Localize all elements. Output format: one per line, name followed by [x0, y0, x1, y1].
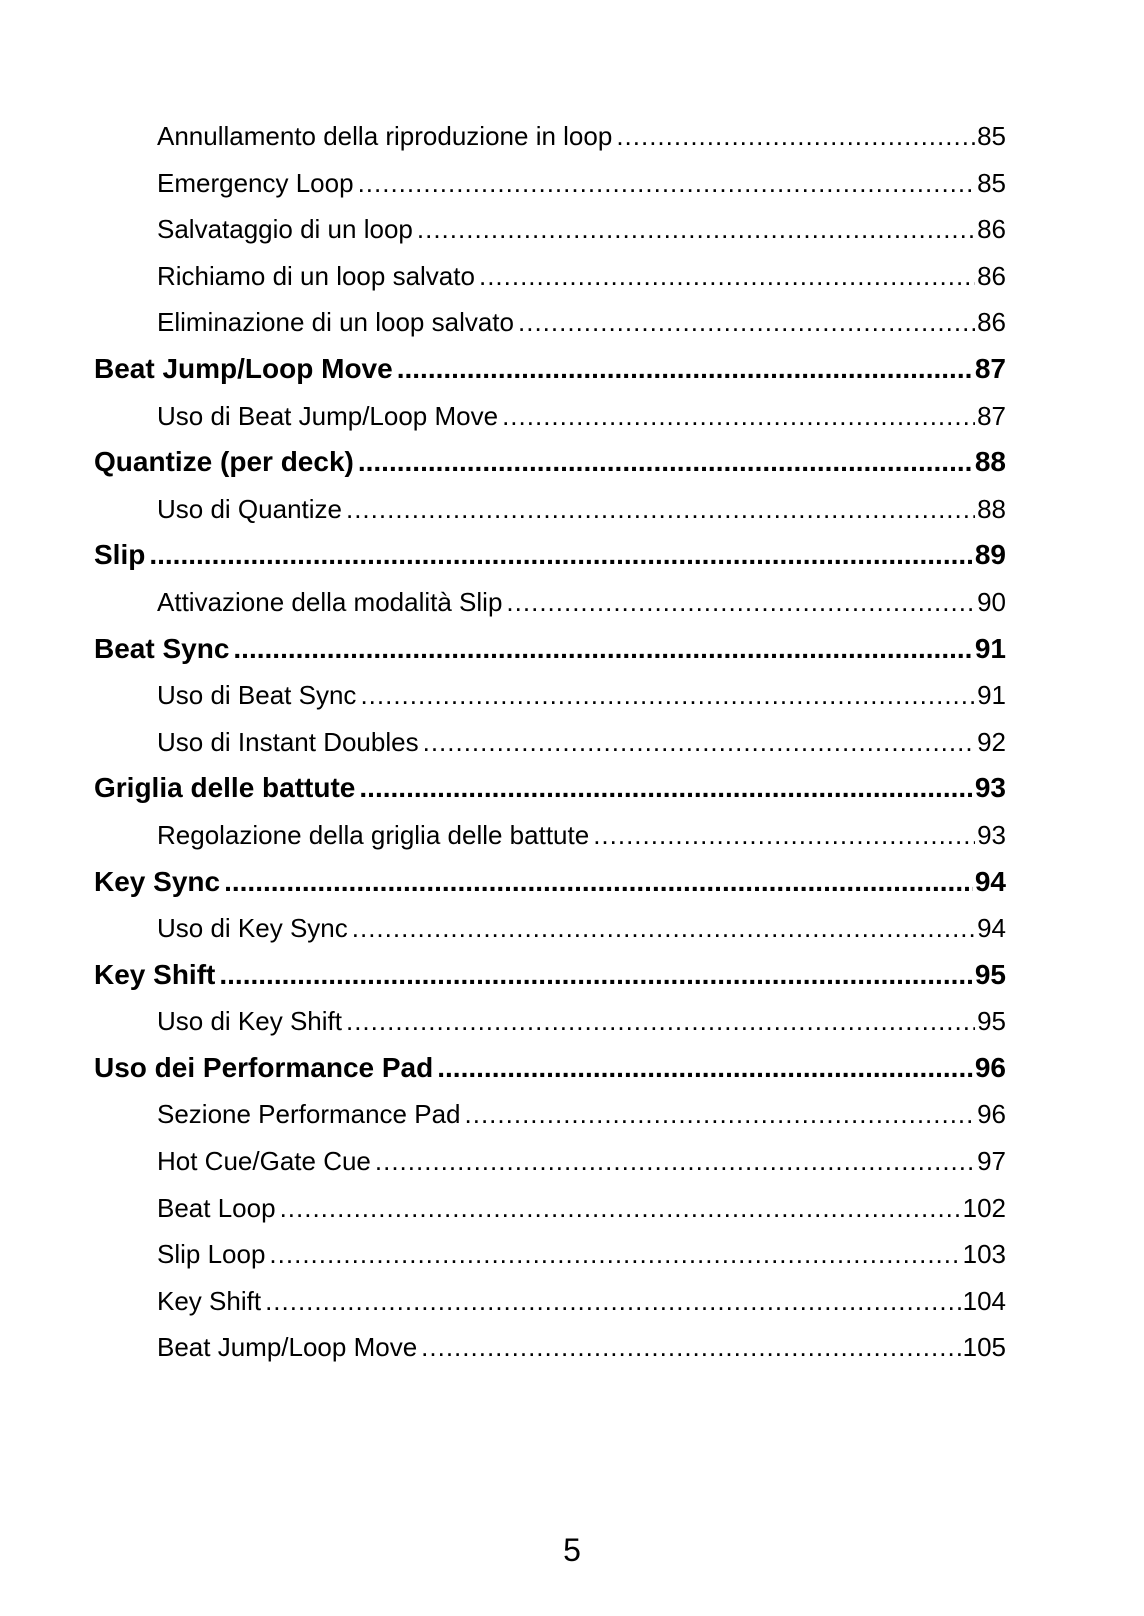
toc-dot-leader — [437, 1045, 973, 1092]
toc-subsection-entry[interactable] — [94, 299, 1006, 346]
toc-subsection-entry[interactable] — [94, 486, 1006, 533]
toc-section-entry[interactable] — [94, 532, 1006, 579]
toc-dot-leader — [360, 672, 975, 719]
toc-dot-leader — [417, 206, 975, 253]
toc-entry-page: 93 — [977, 819, 1006, 850]
toc-dot-leader — [359, 765, 972, 812]
toc-entry-page: 103 — [962, 1239, 1006, 1270]
toc-entry-title: Salvataggio di un loop — [157, 214, 413, 245]
toc-dot-leader — [358, 439, 973, 486]
toc-entry-page: 87 — [974, 352, 1006, 384]
toc-entry-page: 93 — [974, 772, 1006, 804]
toc-entry-title: Griglia delle battute — [94, 772, 356, 804]
toc-entry-page: 94 — [977, 913, 1006, 944]
toc-subsection-entry[interactable] — [94, 393, 1006, 440]
toc-subsection-entry[interactable] — [94, 1231, 1006, 1278]
toc-entry-title: Beat Sync — [94, 632, 230, 664]
toc-section-entry[interactable] — [94, 346, 1006, 393]
toc-dot-leader — [149, 532, 973, 579]
toc-subsection-entry[interactable] — [94, 253, 1006, 300]
toc-subsection-entry[interactable] — [94, 1324, 1006, 1371]
toc-dot-leader — [593, 812, 975, 859]
toc-subsection-entry[interactable] — [94, 1185, 1006, 1232]
toc-entry-page: 85 — [977, 167, 1006, 198]
toc-entry-page: 92 — [977, 726, 1006, 757]
toc-subsection-entry[interactable] — [94, 160, 1006, 207]
toc-entry-page: 96 — [977, 1099, 1006, 1130]
toc-entry-title: Uso di Beat Sync — [157, 680, 357, 711]
toc-entry-page: 86 — [977, 307, 1006, 338]
toc-subsection-entry[interactable] — [94, 1278, 1006, 1325]
toc-subsection-entry[interactable] — [94, 812, 1006, 859]
toc-dot-leader — [346, 998, 975, 1045]
toc-section-entry[interactable] — [94, 952, 1006, 999]
toc-dot-leader — [479, 253, 975, 300]
toc-dot-leader — [465, 1091, 976, 1138]
toc-entry-page: 104 — [962, 1285, 1006, 1316]
toc-dot-leader — [358, 160, 976, 207]
toc-entry-page: 95 — [977, 1006, 1006, 1037]
toc-subsection-entry[interactable] — [94, 905, 1006, 952]
toc-entry-title: Sezione Performance Pad — [157, 1099, 461, 1130]
toc-entry-page: 89 — [974, 539, 1006, 571]
toc-dot-leader — [346, 486, 975, 533]
toc-subsection-entry[interactable] — [94, 579, 1006, 626]
toc-entry-title: Key Sync — [94, 865, 221, 897]
toc-dot-leader — [352, 905, 975, 952]
toc-subsection-entry[interactable] — [94, 1091, 1006, 1138]
toc-dot-leader — [397, 346, 973, 393]
toc-dot-leader — [269, 1231, 960, 1278]
toc-subsection-entry[interactable] — [94, 672, 1006, 719]
toc-entry-title: Key Shift — [94, 958, 216, 990]
toc-entry-title: Slip Loop — [157, 1239, 266, 1270]
toc-dot-leader — [219, 952, 972, 999]
toc-entry-page: 85 — [977, 121, 1006, 151]
toc-entry-page: 91 — [974, 632, 1006, 664]
toc-entry-title: Richiamo di un loop salvato — [157, 260, 475, 291]
toc-subsection-entry[interactable] — [94, 998, 1006, 1045]
toc-dot-leader — [233, 626, 972, 673]
toc-entry-page: 88 — [974, 446, 1006, 478]
toc-subsection-entry[interactable] — [94, 1138, 1006, 1185]
toc-entry-title: Annullamento della riproduzione in loop — [157, 121, 613, 151]
toc-entry-page: 94 — [974, 865, 1006, 897]
toc-entry-page: 96 — [974, 1051, 1006, 1083]
toc-section-entry[interactable] — [94, 765, 1006, 812]
toc-entry-title: Regolazione della griglia delle battute — [157, 819, 590, 850]
toc-dot-leader — [423, 719, 975, 766]
toc-dot-leader — [421, 1324, 960, 1371]
toc-dot-leader — [224, 859, 973, 906]
toc-dot-leader — [280, 1185, 961, 1232]
toc-entry-title: Beat Loop — [157, 1192, 276, 1223]
toc-dot-leader — [265, 1278, 961, 1325]
toc-entry-title: Emergency Loop — [157, 167, 354, 198]
toc-entry-page: 102 — [962, 1192, 1006, 1223]
page-number: 5 — [563, 1532, 581, 1568]
toc-entry-title: Key Shift — [157, 1285, 262, 1316]
toc-entry-page: 88 — [977, 493, 1006, 524]
toc-subsection-entry[interactable] — [94, 719, 1006, 766]
toc-section-entry[interactable] — [94, 439, 1006, 486]
toc-entry-page: 86 — [977, 260, 1006, 291]
toc-entry-page: 97 — [977, 1146, 1006, 1177]
toc-section-entry[interactable] — [94, 626, 1006, 673]
toc-entry-title: Uso di Beat Jump/Loop Move — [157, 400, 499, 431]
toc-entry-page: 90 — [977, 586, 1006, 617]
table-of-contents — [94, 113, 1006, 1371]
toc-entry-title: Beat Jump/Loop Move — [157, 1332, 418, 1363]
toc-entry-page: 95 — [974, 958, 1006, 990]
toc-subsection-entry[interactable] — [94, 113, 1006, 160]
toc-entry-title: Uso di Key Shift — [157, 1006, 342, 1037]
toc-entry-title: Eliminazione di un loop salvato — [157, 307, 514, 338]
toc-entry-title: Hot Cue/Gate Cue — [157, 1146, 371, 1177]
toc-entry-title: Uso di Instant Doubles — [157, 726, 419, 757]
toc-entry-title: Uso di Quantize — [157, 493, 342, 524]
toc-subsection-entry[interactable] — [94, 206, 1006, 253]
toc-entry-title: Uso dei Performance Pad — [94, 1051, 434, 1083]
toc-entry-page: 87 — [977, 400, 1006, 431]
toc-dot-leader — [375, 1138, 975, 1185]
toc-section-entry[interactable] — [94, 859, 1006, 906]
toc-entry-page: 91 — [977, 680, 1006, 711]
toc-dot-leader — [506, 579, 975, 626]
toc-entry-page: 86 — [977, 214, 1006, 245]
toc-entry-title: Uso di Key Sync — [157, 913, 348, 944]
toc-entry-page: 105 — [962, 1332, 1006, 1363]
toc-dot-leader — [502, 393, 975, 440]
toc-entry-title: Beat Jump/Loop Move — [94, 352, 393, 384]
toc-dot-leader — [518, 299, 975, 346]
toc-entry-title: Attivazione della modalità Slip — [157, 586, 503, 617]
toc-dot-leader — [616, 113, 975, 160]
toc-entry-title: Quantize (per deck) — [94, 446, 354, 478]
toc-entry-title: Slip — [94, 539, 146, 571]
toc-section-entry[interactable] — [94, 1045, 1006, 1092]
